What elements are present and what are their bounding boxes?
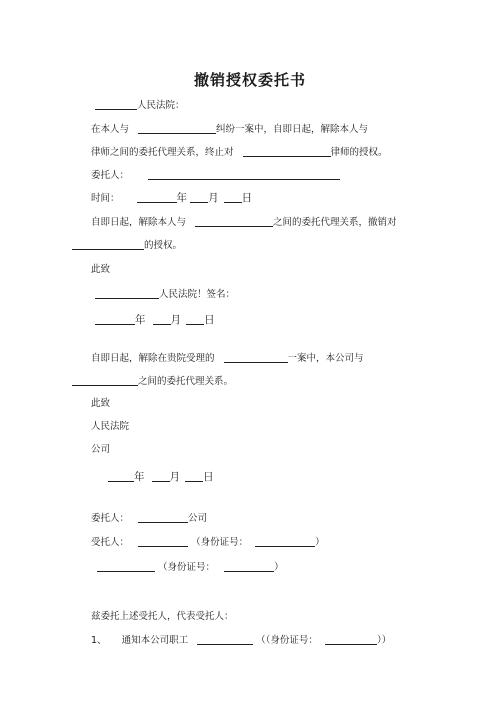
authorize-item-1: 1、 通知本公司职工 （（身份证号： ））: [91, 635, 392, 646]
zhici-2: 此致: [91, 398, 111, 409]
blank-lawyer: [243, 146, 331, 157]
para3-line2: 之间的委托代理关系。: [72, 375, 233, 388]
authorize-intro: 兹委托上述受托人，代表受托人：: [91, 611, 234, 622]
para1-line2: 律师之间的委托代理关系，终止对 律师的授权。: [91, 147, 388, 158]
blank-court: [95, 99, 137, 110]
document-title: 撤销授权委托书: [193, 71, 306, 89]
court-line-2: 人民法院: [91, 421, 130, 432]
para1-line1: 在本人与 纠纷一案中，自即日起，解除本人与: [91, 124, 369, 135]
agent-line: 受托人： （身份证号： ）: [91, 537, 325, 548]
salutation-line: 人民法院：: [95, 99, 185, 112]
date-line-1: 年 月 日: [95, 314, 215, 327]
blank-dispute: [138, 123, 216, 134]
para3-line1: 自即日起，解除在贵院受理的 一案中，本公司与: [91, 353, 364, 364]
time-line: 时间： 年 月 日: [91, 192, 253, 204]
para2-line1: 自即日起，解除本人与 之间的委托代理关系，撤销对: [91, 217, 397, 228]
para2-line2: 的授权。: [72, 239, 182, 252]
zhici-1: 此致: [91, 264, 111, 275]
blank-principal: [148, 169, 340, 180]
company-line: 公司: [91, 444, 111, 455]
principal-company-line: 委托人： 公司: [91, 513, 208, 524]
date-line-2: 年 月 日: [108, 471, 214, 484]
principal-line: 委托人：: [91, 169, 340, 182]
agent2-line: （身份证号： ）: [97, 561, 284, 574]
court-sign-line: 人民法院！签名：: [95, 288, 235, 301]
